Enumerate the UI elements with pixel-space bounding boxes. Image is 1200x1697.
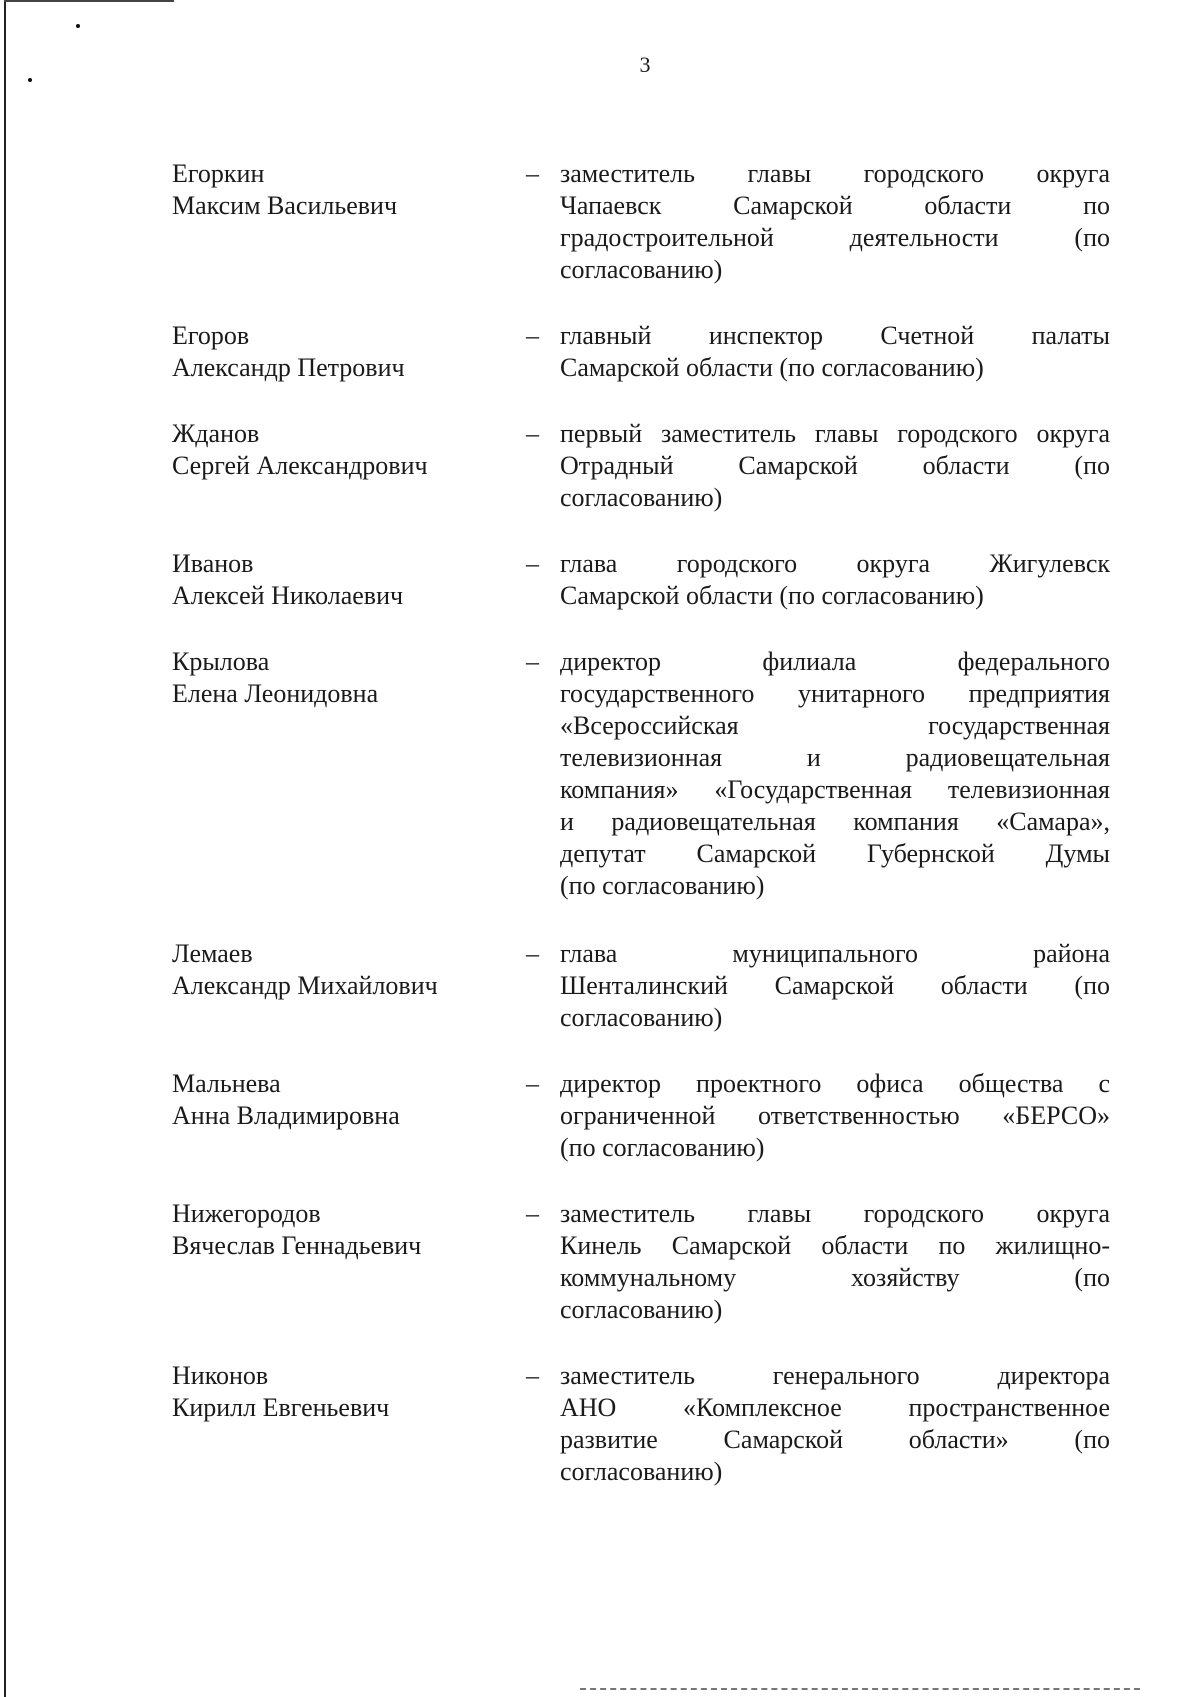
member-position [560, 938, 1110, 1034]
member-surname: Никонов [172, 1361, 269, 1390]
position-line: Кинель Самарской области по жилищно- [560, 1231, 1110, 1260]
scan-speck [76, 24, 80, 28]
position-line: согласованию) [560, 255, 723, 284]
member-position [560, 1198, 1110, 1326]
position-line: ограниченной ответственностью «БЕРСО» [560, 1101, 1110, 1130]
dash-separator: – [526, 1199, 539, 1228]
member-surname: Егоркин [172, 159, 265, 188]
member-name [172, 320, 512, 384]
member-position [560, 418, 1110, 514]
position-line: депутат Самарской Губернской Думы [560, 839, 1110, 868]
member-name [172, 158, 512, 222]
position-line: директор филиала федерального [560, 647, 1110, 676]
position-line: государственного унитарного предприятия [560, 679, 1110, 708]
member-position [560, 158, 1110, 286]
member-name [172, 938, 512, 1002]
member-given-name: Сергей Александрович [172, 451, 428, 480]
position-line: глава городского округа Жигулевск [560, 549, 1110, 578]
member-given-name: Вячеслав Геннадьевич [172, 1231, 422, 1260]
position-line: директор проектного офиса общества с [560, 1069, 1110, 1098]
position-line: «Всероссийская государственная [560, 711, 1110, 740]
member-name [172, 548, 512, 612]
member-given-name: Александр Михайлович [172, 971, 438, 1000]
scan-left-edge [4, 0, 6, 1697]
member-position [560, 1068, 1110, 1164]
member-given-name: Анна Владимировна [172, 1101, 400, 1130]
dash-separator: – [526, 1069, 539, 1098]
member-surname: Нижегородов [172, 1199, 321, 1228]
member-surname: Егоров [172, 321, 250, 350]
position-line: согласованию) [560, 1295, 723, 1324]
position-line: заместитель главы городского округа [560, 159, 1110, 188]
position-line: главный инспектор Счетной палаты [560, 321, 1110, 350]
position-line: Самарской области (по согласованию) [560, 353, 984, 382]
member-position [560, 320, 1110, 384]
position-line: заместитель генерального директора [560, 1361, 1110, 1390]
dash-separator: – [526, 549, 539, 578]
page-number: 3 [639, 52, 651, 77]
member-position [560, 548, 1110, 612]
dash-separator: – [526, 1361, 539, 1390]
position-line: АНО «Комплексное пространственное [560, 1393, 1110, 1422]
position-line: телевизионная и радиовещательная [560, 743, 1110, 772]
position-line: (по согласованию) [560, 1133, 765, 1162]
position-line: согласованию) [560, 1457, 723, 1486]
position-line: согласованию) [560, 1003, 723, 1032]
member-surname: Жданов [172, 419, 260, 448]
position-line: Отрадный Самарской области (по [560, 451, 1110, 480]
member-given-name: Максим Васильевич [172, 191, 398, 220]
member-name [172, 1360, 512, 1424]
member-name [172, 1198, 512, 1262]
position-line: согласованию) [560, 483, 723, 512]
dash-separator: – [526, 647, 539, 676]
position-line: (по согласованию) [560, 871, 765, 900]
position-line: компания» «Государственная телевизионная [560, 775, 1110, 804]
dash-separator: – [526, 939, 539, 968]
member-name [172, 418, 512, 482]
position-line: и радиовещательная компания «Самара», [560, 807, 1110, 836]
position-line: Самарской области (по согласованию) [560, 581, 984, 610]
dash-separator: – [526, 419, 539, 448]
position-line: градостроительной деятельности (по [560, 223, 1110, 252]
member-surname: Лемаев [172, 939, 253, 968]
position-line: первый заместитель главы городского округа [560, 419, 1110, 448]
member-given-name: Елена Леонидовна [172, 679, 379, 708]
position-line: глава муниципального района [560, 939, 1110, 968]
dash-separator: – [526, 321, 539, 350]
position-line: Чапаевск Самарской области по [560, 191, 1110, 220]
position-line: заместитель главы городского округа [560, 1199, 1110, 1228]
member-position [560, 1360, 1110, 1488]
member-name [172, 1068, 512, 1132]
member-position [560, 646, 1110, 902]
member-given-name: Александр Петрович [172, 353, 405, 382]
member-name [172, 646, 512, 710]
position-line: Шенталинский Самарской области (по [560, 971, 1110, 1000]
scan-top-edge [4, 0, 174, 2]
member-given-name: Кирилл Евгеньевич [172, 1393, 390, 1422]
member-surname: Иванов [172, 549, 254, 578]
member-surname: Крылова [172, 647, 270, 676]
position-line: коммунальному хозяйству (по [560, 1263, 1110, 1292]
position-line: развитие Самарской области» (по [560, 1425, 1110, 1454]
dash-separator: – [526, 159, 539, 188]
member-given-name: Алексей Николаевич [172, 581, 404, 610]
scan-bottom-artifact [580, 1688, 1140, 1690]
member-surname: Мальнева [172, 1069, 281, 1098]
